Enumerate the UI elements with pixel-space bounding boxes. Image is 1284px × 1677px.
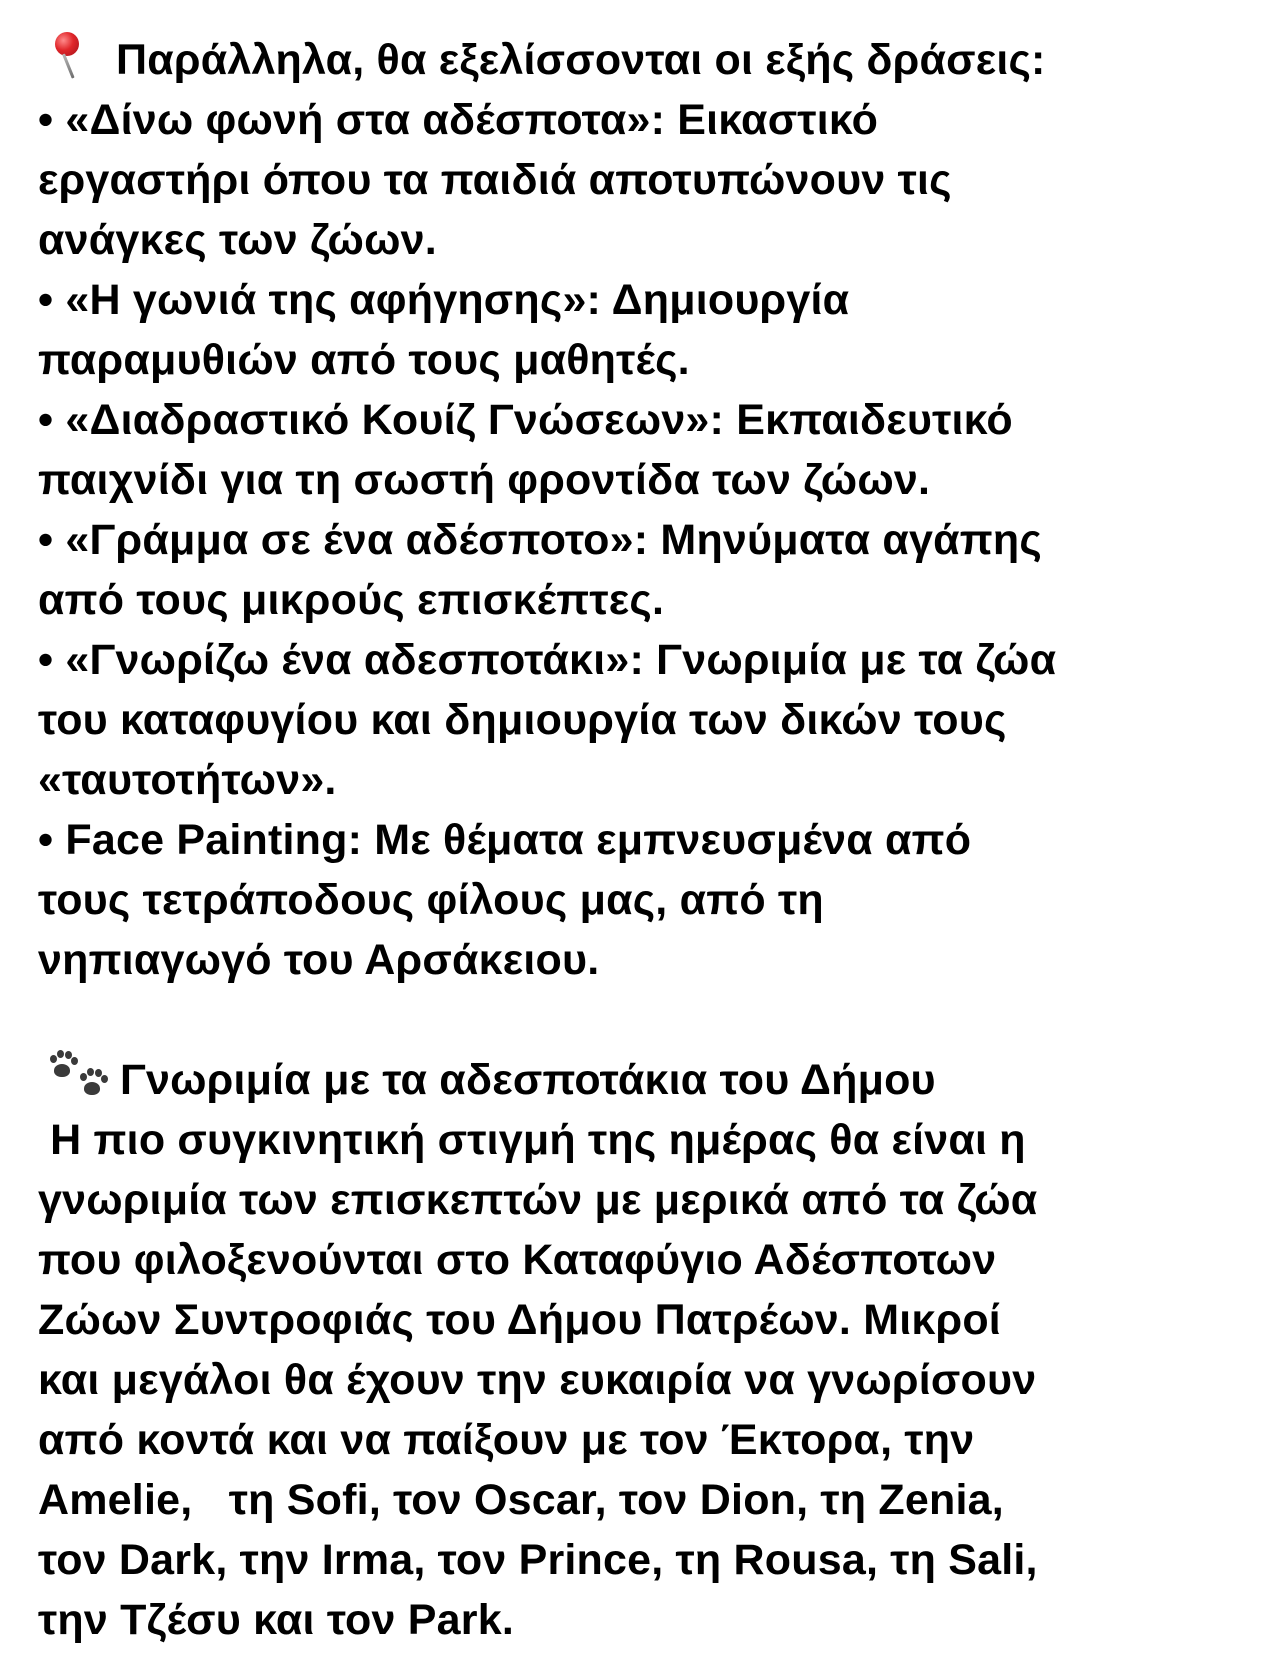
body-line: γνωριμία των επισκεπτών με μερικά από τα ζώα xyxy=(38,1176,1038,1224)
section1-heading: Παράλληλα, θα εξελίσσονται οι εξής δράσεις: xyxy=(116,36,1046,84)
activity-line: νηπιαγωγό του Αρσάκειου. xyxy=(38,936,600,984)
activity-line: • «Γράμμα σε ένα αδέσποτο»: Μηνύματα αγάπης xyxy=(38,516,1042,564)
body-line: τον Dark, την Irma, τον Prince, τη Rousa, τη Sali, xyxy=(38,1536,1038,1584)
activity-line: • «Γνωρίζω ένα αδεσποτάκι»: Γνωριμία με τα ζώα xyxy=(38,636,1057,684)
body-line: που φιλοξενούνται στο Καταφύγιο Αδέσποτων xyxy=(38,1236,997,1284)
activity-line: ανάγκες των ζώων. xyxy=(38,216,437,264)
body-line: από κοντά και να παίξουν με τον Έκτορα, την xyxy=(38,1416,975,1464)
activity-line: • «Δίνω φωνή στα αδέσποτα»: Εικαστικό xyxy=(38,96,879,144)
activity-line: «ταυτοτήτων». xyxy=(38,756,337,804)
activity-line: • Face Painting: Με θέματα εμπνευσμένα από xyxy=(38,816,972,864)
activity-line: τους τετράποδους φίλους μας, από τη xyxy=(38,876,824,924)
post-text xyxy=(38,30,1268,1650)
activity-line: • «Διαδραστικό Κουίζ Γνώσεων»: Εκπαιδευτικό xyxy=(38,396,1013,444)
section2-heading-line xyxy=(38,1050,1268,1110)
section1-heading-line xyxy=(38,30,1268,90)
activity-line: από τους μικρούς επισκέπτες. xyxy=(38,576,665,624)
body-line: και μεγάλοι θα έχουν την ευκαιρία να γνωρίσουν xyxy=(38,1356,1037,1404)
section2-heading: Γνωριμία με τα αδεσποτάκια του Δήμου xyxy=(120,1056,936,1104)
body-line: Η πιο συγκινητική στιγμή της ημέρας θα είναι η xyxy=(38,1116,1026,1164)
activity-line: παιχνίδι για τη σωστή φροντίδα των ζώων. xyxy=(38,456,931,504)
activity-line: • «Η γωνιά της αφήγησης»: Δημιουργία xyxy=(38,276,850,324)
paw-prints-icon xyxy=(46,1050,110,1102)
activity-line: του καταφυγίου και δημιουργία των δικών τους xyxy=(38,696,1007,744)
round-pushpin-icon xyxy=(48,30,88,82)
activity-line: παραμυθιών από τους μαθητές. xyxy=(38,336,690,384)
body-line: Ζώων Συντροφιάς του Δήμου Πατρέων. Μικροί xyxy=(38,1296,1001,1344)
body-line: Amelie, τη Sofi, τον Oscar, τον Dion, τη Zenia, xyxy=(38,1476,1004,1524)
body-line: την Τζέσυ και τον Park. xyxy=(38,1596,514,1644)
paragraph-gap xyxy=(38,990,1268,1050)
activity-line: εργαστήρι όπου τα παιδιά αποτυπώνουν τις xyxy=(38,156,952,204)
